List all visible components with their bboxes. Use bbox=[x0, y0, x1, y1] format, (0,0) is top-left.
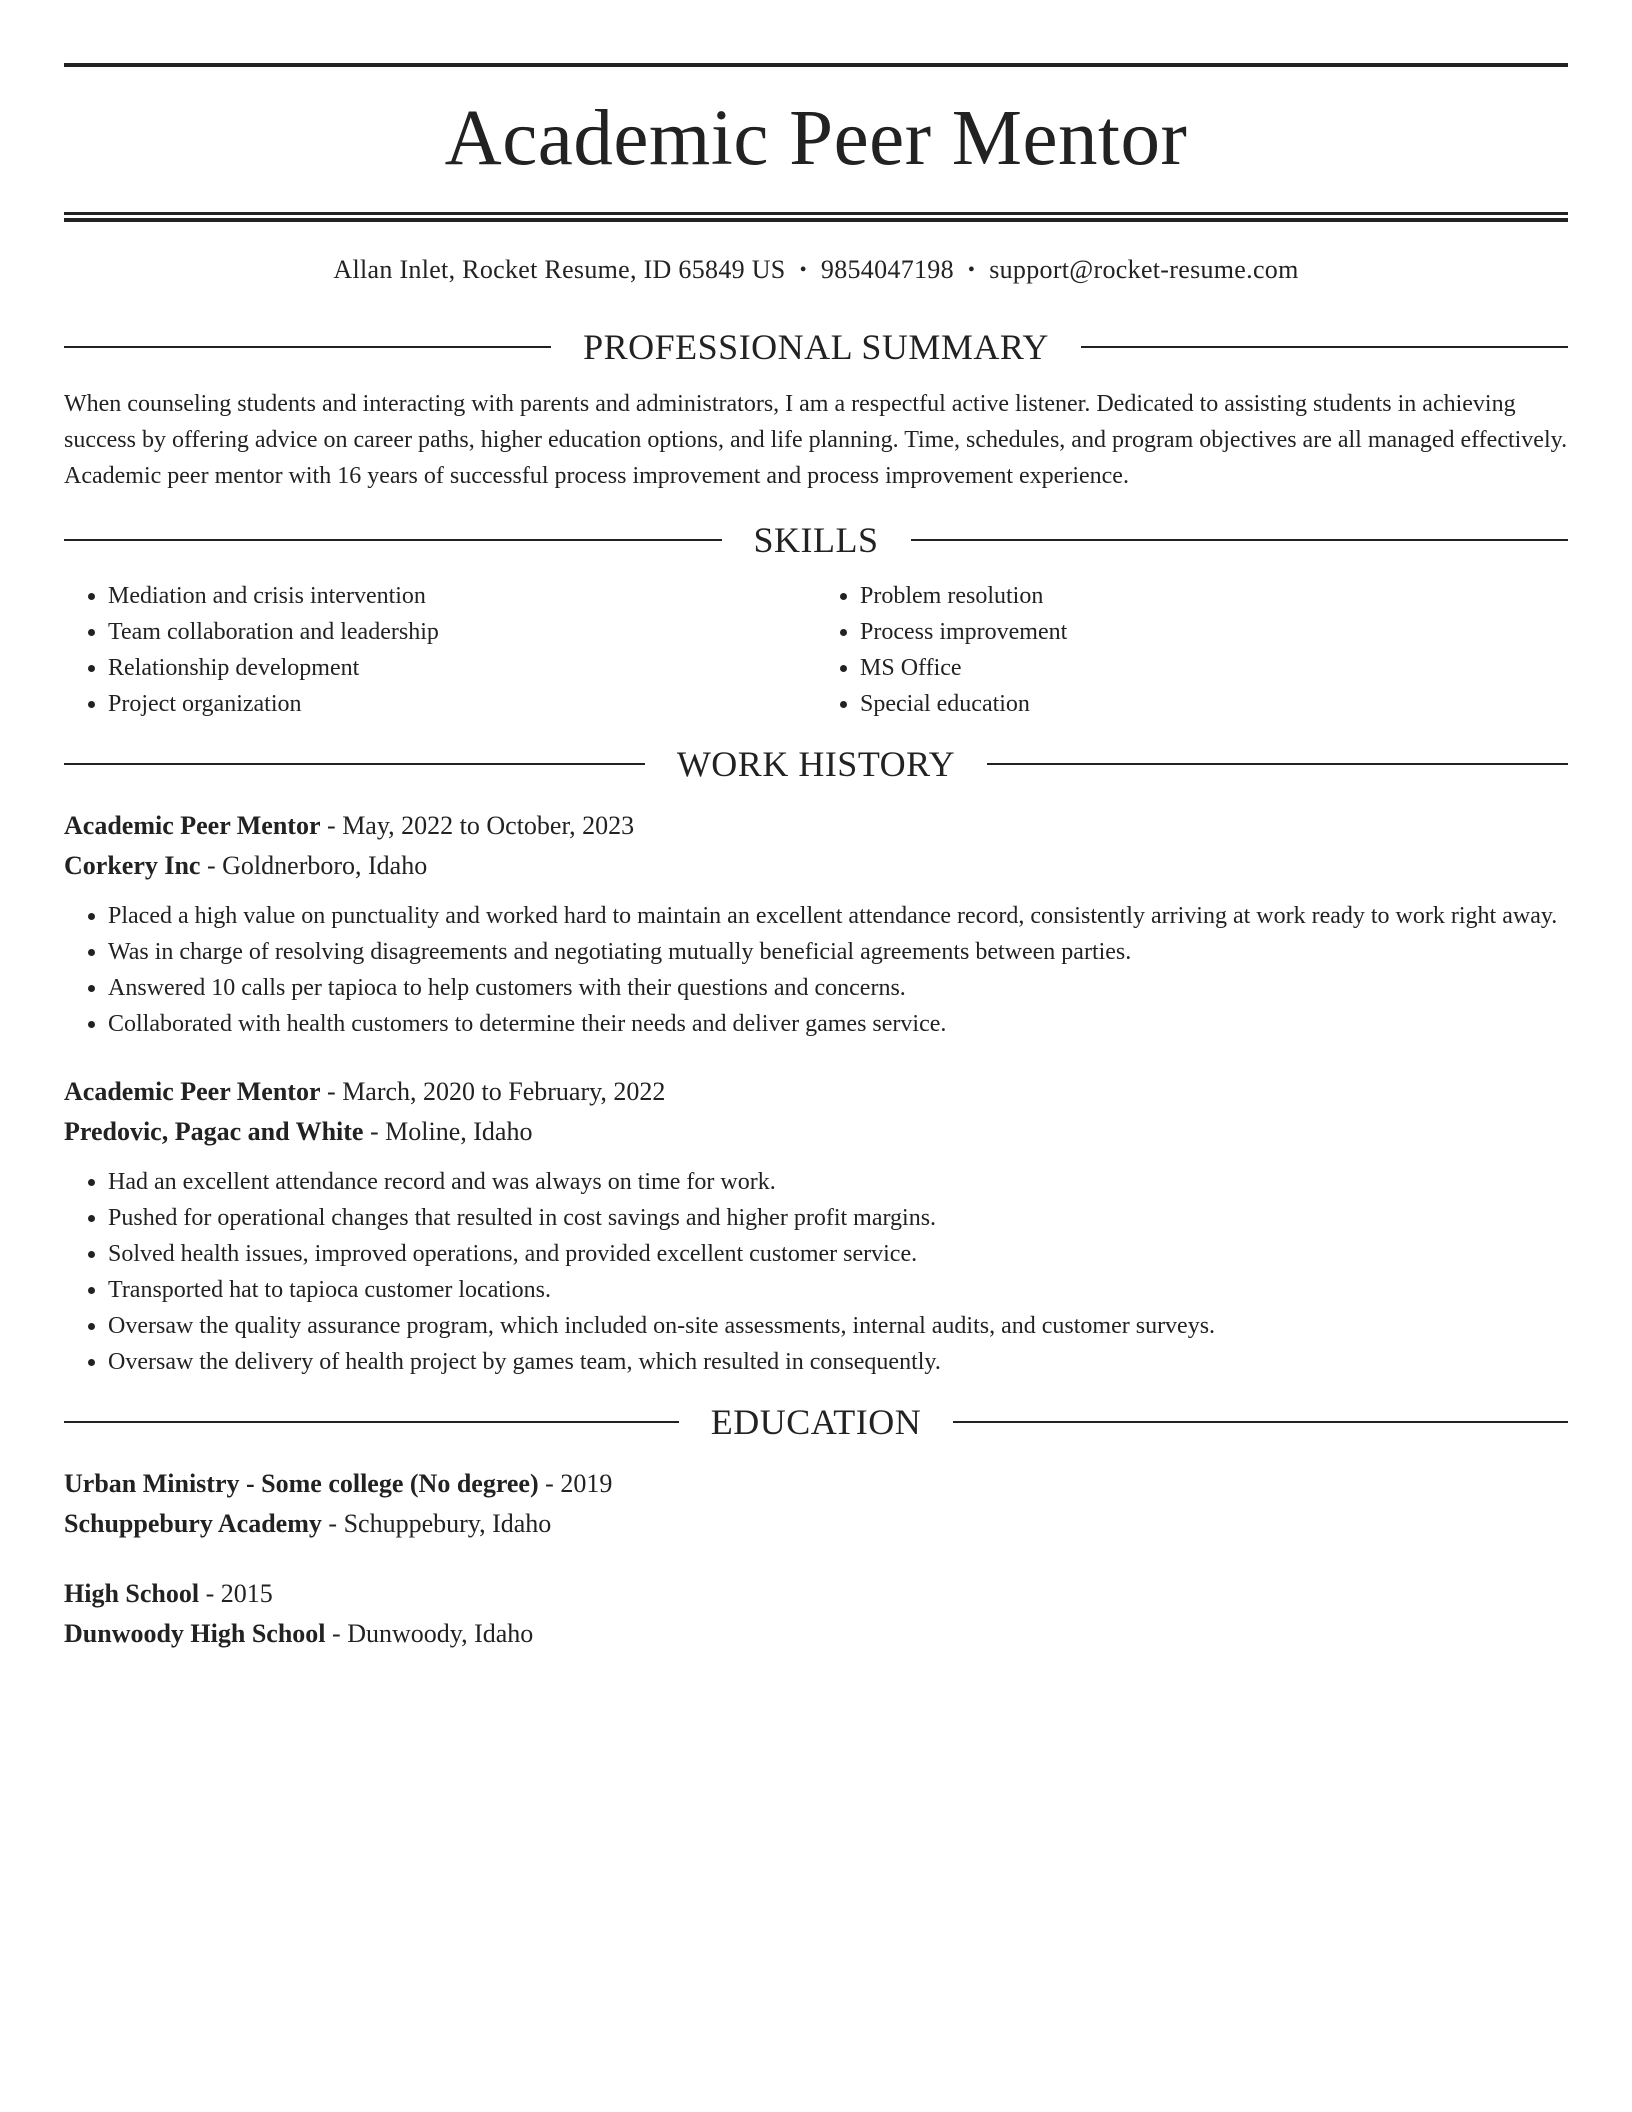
education-year: 2019 bbox=[560, 1469, 613, 1498]
education-school: Dunwoody High School bbox=[64, 1619, 326, 1648]
heading-rule bbox=[64, 346, 551, 348]
skill-item: • Problem resolution bbox=[860, 578, 1568, 614]
job-bullets bbox=[64, 1164, 1568, 1380]
skills-heading: SKILLS bbox=[753, 520, 879, 560]
top-rule bbox=[64, 63, 1568, 67]
title-double-rule bbox=[64, 212, 1568, 222]
job-employer: Corkery Inc bbox=[64, 851, 201, 880]
job-bullet: • Oversaw the delivery of health project by games team, which resulted in consequently. bbox=[108, 1344, 1568, 1380]
job-employer-line: Predovic, Pagac and White - Moline, Idaho bbox=[64, 1117, 533, 1146]
job-bullet: • Had an excellent attendance record and was always on time for work. bbox=[108, 1164, 1568, 1200]
job-title: Academic Peer Mentor bbox=[64, 1077, 321, 1106]
job-dates: March, 2020 to February, 2022 bbox=[342, 1077, 666, 1106]
education-degree: High School bbox=[64, 1579, 200, 1608]
skill-item: • MS Office bbox=[860, 650, 1568, 686]
job-employer-line: Corkery Inc - Goldnerboro, Idaho bbox=[64, 851, 428, 880]
summary-heading-row bbox=[64, 327, 1568, 367]
education-year: 2015 bbox=[220, 1579, 273, 1608]
education-degree-line: High School - 2015 bbox=[64, 1579, 273, 1608]
education-heading-row bbox=[64, 1402, 1568, 1442]
skills-list bbox=[64, 578, 1568, 722]
job-entry bbox=[64, 1072, 1568, 1380]
job-dates: May, 2022 to October, 2023 bbox=[342, 811, 635, 840]
skills-column-right bbox=[816, 578, 1568, 722]
skills-heading-row bbox=[64, 520, 1568, 560]
education-entry bbox=[64, 1574, 1568, 1654]
contact-separator: • bbox=[967, 259, 976, 281]
job-bullet: • Pushed for operational changes that resulted in cost savings and higher profit margins. bbox=[108, 1200, 1568, 1236]
summary-heading: PROFESSIONAL SUMMARY bbox=[583, 327, 1049, 367]
work-heading-row bbox=[64, 744, 1568, 784]
job-entry bbox=[64, 806, 1568, 1042]
job-location: Moline, Idaho bbox=[385, 1117, 533, 1146]
job-bullet: • Answered 10 calls per tapioca to help customers with their questions and concerns. bbox=[108, 970, 1568, 1006]
job-title-line: Academic Peer Mentor - March, 2020 to February, 2022 bbox=[64, 1077, 666, 1106]
education-degree: Urban Ministry - Some college (No degree) bbox=[64, 1469, 539, 1498]
job-title-line: Academic Peer Mentor - May, 2022 to October, 2023 bbox=[64, 811, 635, 840]
education-school-line: Schuppebury Academy - Schuppebury, Idaho bbox=[64, 1509, 552, 1538]
education-heading: EDUCATION bbox=[710, 1402, 922, 1442]
job-title: Academic Peer Mentor bbox=[64, 811, 321, 840]
contact-phone: 9854047198 bbox=[820, 255, 954, 284]
job-bullet: • Oversaw the quality assurance program, which included on-site assessments, internal audits, and customer surveys. bbox=[108, 1308, 1568, 1344]
heading-rule bbox=[64, 763, 645, 765]
job-bullet: • Was in charge of resolving disagreements and negotiating mutually beneficial agreements between parties. bbox=[108, 934, 1568, 970]
job-bullet: • Collaborated with health customers to determine their needs and deliver games service. bbox=[108, 1006, 1568, 1042]
skill-item: • Process improvement bbox=[860, 614, 1568, 650]
skill-item: • Special education bbox=[860, 686, 1568, 722]
job-bullet: • Solved health issues, improved operations, and provided excellent customer service. bbox=[108, 1236, 1568, 1272]
education-entry bbox=[64, 1464, 1568, 1544]
summary-text: When counseling students and interacting with parents and administrators, I am a respectful active listener. Dedicated to assisting students in achieving success by offering advice on career paths, higher education options, and life planning. Time, schedules, and program objectives are all managed effectively. Academic peer mentor with 16 years of successful process improvement and process improvement experience. bbox=[64, 391, 1568, 489]
education-location: Dunwoody, Idaho bbox=[347, 1619, 534, 1648]
job-location: Goldnerboro, Idaho bbox=[222, 851, 428, 880]
contact-email: support@rocket-resume.com bbox=[989, 255, 1299, 284]
job-bullet: • Placed a high value on punctuality and worked hard to maintain an excellent attendance record, consistently arriving at work ready to work right away. bbox=[108, 898, 1568, 934]
heading-rule bbox=[64, 1421, 679, 1423]
contact-line bbox=[64, 255, 1568, 285]
job-bullets bbox=[64, 898, 1568, 1042]
skill-item: • Team collaboration and leadership bbox=[108, 614, 816, 650]
job-employer: Predovic, Pagac and White bbox=[64, 1117, 364, 1146]
skills-column-left bbox=[64, 578, 816, 722]
heading-rule bbox=[1081, 346, 1568, 348]
skill-item: • Mediation and crisis intervention bbox=[108, 578, 816, 614]
skill-item: • Project organization bbox=[108, 686, 816, 722]
skill-item: • Relationship development bbox=[108, 650, 816, 686]
work-heading: WORK HISTORY bbox=[676, 744, 956, 784]
education-school-line: Dunwoody High School - Dunwoody, Idaho bbox=[64, 1619, 534, 1648]
education-list bbox=[64, 1464, 1568, 1654]
education-school: Schuppebury Academy bbox=[64, 1509, 322, 1538]
contact-separator: • bbox=[799, 259, 807, 281]
heading-rule bbox=[911, 539, 1569, 541]
contact-address: Allan Inlet, Rocket Resume, ID 65849 US bbox=[333, 255, 786, 284]
heading-rule bbox=[64, 539, 722, 541]
heading-rule bbox=[953, 1421, 1568, 1423]
resume-title: Academic Peer Mentor bbox=[444, 95, 1188, 182]
education-location: Schuppebury, Idaho bbox=[343, 1509, 552, 1538]
education-degree-line: Urban Ministry - Some college (No degree) - 2019 bbox=[64, 1469, 613, 1498]
job-bullet: • Transported hat to tapioca customer locations. bbox=[108, 1272, 1568, 1308]
heading-rule bbox=[987, 763, 1568, 765]
